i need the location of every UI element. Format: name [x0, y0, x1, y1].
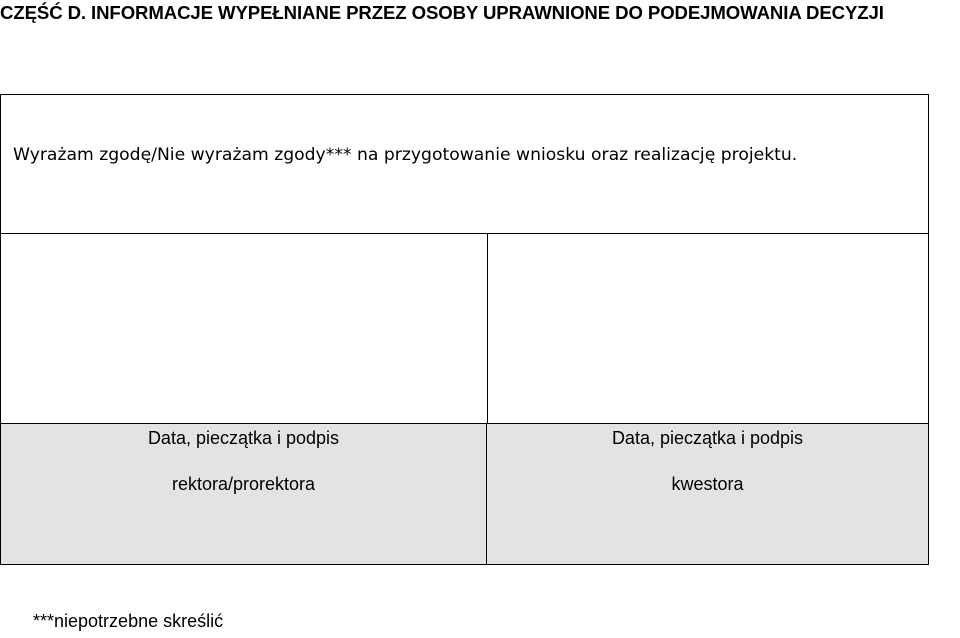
- signature-label-rector-line2: rektora/prorektora: [171, 474, 316, 494]
- signature-label-bursar-line2: kwestora: [671, 474, 744, 494]
- section-heading: CZĘŚĆ D. INFORMACJE WYPEŁNIANE PRZEZ OSOBY UPRAWNIONE DO PODEJMOWANIA DECYZJI: [0, 2, 884, 23]
- footnote: ***niepotrzebne skreślić: [33, 611, 224, 631]
- signature-label-bursar-line1: Data, pieczątka i podpis: [611, 428, 804, 448]
- signature-labels: [0, 423, 929, 565]
- consent-statement: Wyrażam zgodę/Nie wyrażam zgody*** na przygotowanie wniosku oraz realizację projektu.: [13, 145, 798, 165]
- signature-label-bursar: [487, 424, 928, 564]
- consent-box: [0, 94, 929, 234]
- signature-label-rector: [1, 424, 487, 564]
- signature-label-rector-line1: Data, pieczątka i podpis: [147, 428, 340, 448]
- signature-divider: [487, 234, 488, 423]
- signature-area: [0, 234, 929, 423]
